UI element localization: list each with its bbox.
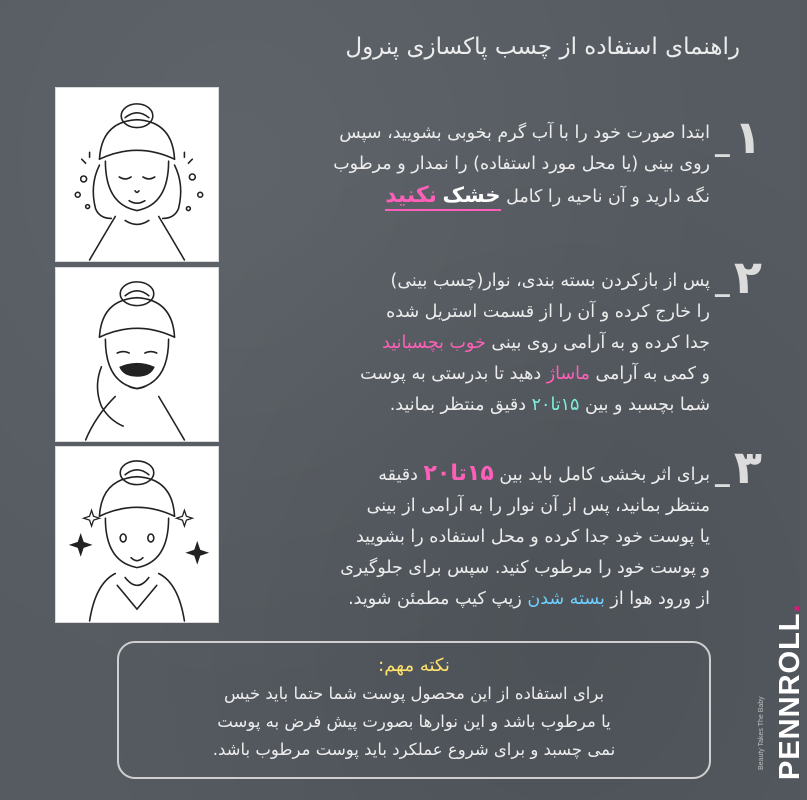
note-title: نکته مهم:: [378, 655, 450, 676]
step-number-2: [715, 250, 762, 304]
emphasis-duration: ۱۵تا۲۰: [423, 461, 494, 486]
note-line: نمی چسبد و برای شروع عملکرد باید پوست مرطوب باشد.: [212, 740, 616, 759]
step-line: روی بینی (یا محل مورد استفاده) را نمدار و مرطوب: [333, 154, 710, 174]
step-2-text: [240, 266, 710, 421]
step-text: برای اثر بخشی کامل باید بین: [493, 465, 710, 485]
note-line: برای استفاده از این محصول پوست شما حتما باید خیس: [223, 684, 605, 703]
step-line: را خارج کرده و آن را از قسمت استریل شده: [386, 302, 710, 322]
brand-tagline: Beauty Takes The Baby: [758, 696, 765, 770]
illustration-apply-strip: [55, 267, 219, 442]
step-text: شما بچسبد و بین: [579, 395, 710, 415]
step-line: و پوست خود را مرطوب کنید. سپس برای جلوگیری: [340, 558, 710, 578]
step-line: [230, 458, 710, 491]
step-text: از ورود هوا از: [604, 589, 710, 609]
emphasis-closing: بسته شدن: [527, 589, 605, 609]
page-title: راهنمای استفاده از چسب پاکسازی پنرول: [345, 34, 740, 60]
step-line: پس از بازکردن بسته بندی، نوار(چسب بینی): [390, 271, 710, 291]
brand-logo: [752, 570, 806, 800]
step-line: [240, 328, 710, 359]
brand-name-main: PENNROLL: [774, 612, 806, 780]
step-line: [240, 390, 710, 421]
step-line: ابتدا صورت خود را با آب گرم بخوبی بشویید، سپس: [339, 123, 710, 143]
important-note-box: [117, 641, 711, 779]
step-dash: _: [714, 123, 730, 158]
step-text: و کمی به آرامی: [589, 364, 710, 384]
brand-name-accent: .: [774, 603, 806, 613]
woman-smiling-sparkles-icon: [56, 447, 218, 622]
note-body: [119, 680, 709, 764]
step-dash: _: [714, 453, 730, 488]
step-text: دقیق منتظر بمانید.: [389, 395, 532, 415]
step-line: [230, 584, 710, 615]
emphasis-massage: ماساژ: [546, 364, 590, 384]
emphasis-stick-well: خوب بچسبانید: [382, 333, 486, 353]
emphasis-duration: ۱۵تا۲۰: [531, 395, 580, 415]
note-line: یا مرطوب باشد و این نوارها بصورت پیش فرض به پوست: [217, 712, 611, 731]
step-1-text: [240, 118, 710, 213]
step-3-text: [230, 458, 710, 615]
step-dash: _: [714, 263, 730, 298]
emphasis-dry: خشک: [442, 183, 501, 207]
step-line: یا پوست خود جدا کرده و محل استفاده را بشویید: [356, 527, 710, 547]
brand-name: [774, 603, 807, 780]
woman-washing-face-icon: [56, 88, 218, 261]
do-not-dry-phrase: [385, 183, 501, 211]
step-digit: ۲: [733, 250, 762, 304]
illustration-wash-face: [55, 87, 219, 262]
step-text: دقیقه: [378, 465, 424, 485]
step-line: منتظر بمانید، پس از آن نوار را به آرامی از بینی: [366, 496, 710, 516]
step-text: زیپ کیپ مطمئن شوید.: [348, 589, 528, 609]
step-text: نگه دارید و آن ناحیه را کامل: [500, 187, 710, 207]
step-line: [240, 359, 710, 390]
woman-applying-nose-strip-icon: [56, 268, 218, 441]
step-digit: ۱: [733, 110, 762, 164]
step-line: [240, 180, 710, 213]
step-text: دهید تا بدرستی به پوست: [360, 364, 547, 384]
step-text: جدا کرده و به آرامی روی بینی: [485, 333, 710, 353]
step-digit: ۳: [733, 440, 762, 494]
step-number-3: [715, 440, 762, 494]
emphasis-dont: نکنید: [385, 183, 437, 208]
step-number-1: [715, 110, 762, 164]
illustration-clean-skin: [55, 446, 219, 623]
